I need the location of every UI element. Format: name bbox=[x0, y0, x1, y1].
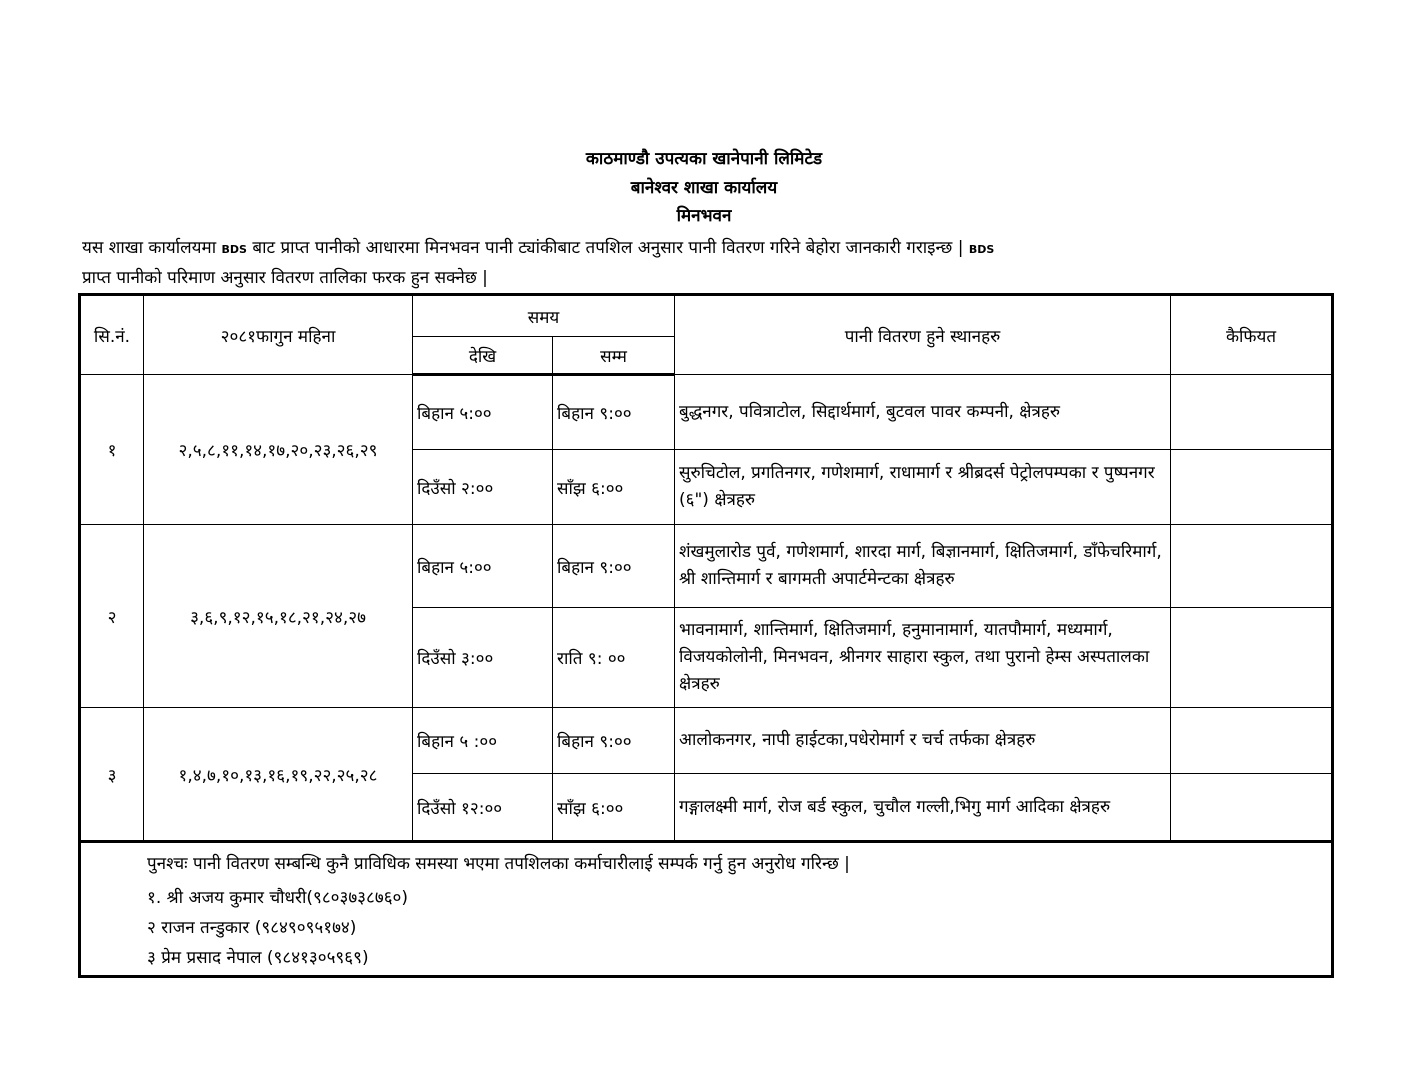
intro-paragraph bbox=[82, 234, 1292, 292]
header-month: २०८१फागुन महिना bbox=[144, 295, 413, 375]
row-to: साँझ ६:०० bbox=[553, 450, 675, 525]
row-remarks bbox=[1171, 525, 1333, 608]
row-locations: सुरुचिटोल, प्रगतिनगर, गणेशमार्ग, राधामार्ग र श्रीब्रदर्स पेट्रोलपम्पका र पुष्पनगर (६") क्षेत्रहरु bbox=[675, 450, 1171, 525]
row-locations: बुद्धनगर, पवित्राटोल, सिद्दार्थमार्ग, बुटवल पावर कम्पनी, क्षेत्रहरु bbox=[675, 375, 1171, 450]
row-from: दिउँसो १२:०० bbox=[413, 774, 553, 842]
branch-title: बानेश्वर शाखा कार्यालय bbox=[630, 178, 778, 198]
row-locations: गङ्गालक्ष्मी मार्ग, रोज बर्ड स्कुल, चुचौल गल्ली,भिगु मार्ग आदिका क्षेत्रहरु bbox=[675, 774, 1171, 842]
row-dates: १,४,७,१०,१३,१६,१९,२२,२५,२८ bbox=[144, 708, 413, 842]
contact-3: ३ प्रेम प्रसाद नेपाल (९८४१३०५९६९) bbox=[147, 948, 369, 968]
intro-sep: | bbox=[952, 238, 969, 258]
row-locations: शंखमुलारोड पुर्व, गणेशमार्ग, शारदा मार्ग, बिज्ञानमार्ग, क्षितिजमार्ग, डाँफेचरिमार्ग, श्री शान्तिमार्ग र बागमती अपार्टमेन्टका क्षेत्रहरु bbox=[675, 525, 1171, 608]
area-title: मिनभवन bbox=[676, 206, 732, 226]
row-to: साँझ ६:०० bbox=[553, 774, 675, 842]
intro-text-1: यस शाखा कार्यालयमा bbox=[82, 238, 222, 258]
intro-text-3: प्राप्त पानीको परिमाण अनुसार वितरण तालिका फरक हुन सक्नेछ bbox=[82, 268, 477, 288]
row-from: बिहान ५:०० bbox=[413, 525, 553, 608]
row-from: बिहान ५ :०० bbox=[413, 708, 553, 774]
footer-cell bbox=[80, 842, 1333, 977]
intro-bds-1: BDS bbox=[221, 243, 247, 256]
intro-end: | bbox=[476, 268, 488, 288]
intro-bds-2: BDS bbox=[968, 243, 995, 256]
header-time: समय bbox=[413, 295, 675, 337]
row-dates: ३,६,९,१२,१५,१८,२१,२४,२७ bbox=[144, 525, 413, 708]
row-remarks bbox=[1171, 774, 1333, 842]
intro-text-2: बाट प्राप्त पानीको आधारमा मिनभवन पानी ट्यांकीबाट तपशिल अनुसार पानी वितरण गरिने बेहोरा जानकारी गराइन्छ bbox=[246, 238, 953, 258]
footer-row bbox=[80, 842, 1333, 977]
row-locations: आलोकनगर, नापी हाईटका,पधेरोमार्ग र चर्च तर्फका क्षेत्रहरु bbox=[675, 708, 1171, 774]
row-to: बिहान ९:०० bbox=[553, 375, 675, 450]
header-locations: पानी वितरण हुने स्थानहरु bbox=[675, 295, 1171, 375]
row-remarks bbox=[1171, 608, 1333, 708]
row-sn: २ bbox=[80, 525, 144, 708]
row-to: बिहान ९:०० bbox=[553, 525, 675, 608]
row-dates: २,५,८,११,१४,१७,२०,२३,२६,२९ bbox=[144, 375, 413, 525]
header-sn: सि.नं. bbox=[80, 295, 144, 375]
row-remarks bbox=[1171, 375, 1333, 450]
org-title: काठमाण्डौ उपत्यका खानेपानी लिमिटेड bbox=[585, 149, 823, 169]
table-row bbox=[80, 708, 1333, 774]
row-to: बिहान ९:०० bbox=[553, 708, 675, 774]
row-from: बिहान ५:०० bbox=[413, 375, 553, 450]
row-from: दिउँसो ३:०० bbox=[413, 608, 553, 708]
footer-note: पुनश्चः पानी वितरण सम्बन्धि कुनै प्राविधिक समस्या भएमा तपशिलका कर्माचारीलाई सम्पर्क गर्नु हुन अनुरोध गरिन्छ | bbox=[147, 854, 850, 874]
row-remarks bbox=[1171, 708, 1333, 774]
row-from: दिउँसो २:०० bbox=[413, 450, 553, 525]
contact-2: २ राजन तन्डुकार (९८४९०९५१७४) bbox=[147, 918, 357, 938]
contact-1: १. श्री अजय कुमार चौधरी(९८०३७३८७६०) bbox=[147, 888, 409, 908]
row-to: राति ९: ०० bbox=[553, 608, 675, 708]
row-sn: ३ bbox=[80, 708, 144, 842]
table-row bbox=[80, 525, 1333, 608]
row-sn: १ bbox=[80, 375, 144, 525]
table-row bbox=[80, 375, 1333, 450]
row-remarks bbox=[1171, 450, 1333, 525]
header-from: देखि bbox=[413, 337, 553, 375]
distribution-table bbox=[78, 293, 1334, 978]
header-to: सम्म bbox=[553, 337, 675, 375]
header-remarks: कैफियत bbox=[1171, 295, 1333, 375]
row-locations: भावनामार्ग, शान्तिमार्ग, क्षितिजमार्ग, हनुमानामार्ग, यातपौमार्ग, मध्यमार्ग, विजयकोलोनी, मिनभवन, श्रीनगर साहारा स्कुल, तथा पुरानो हेम्स अस्पतालका क्षेत्रहरु bbox=[675, 608, 1171, 708]
